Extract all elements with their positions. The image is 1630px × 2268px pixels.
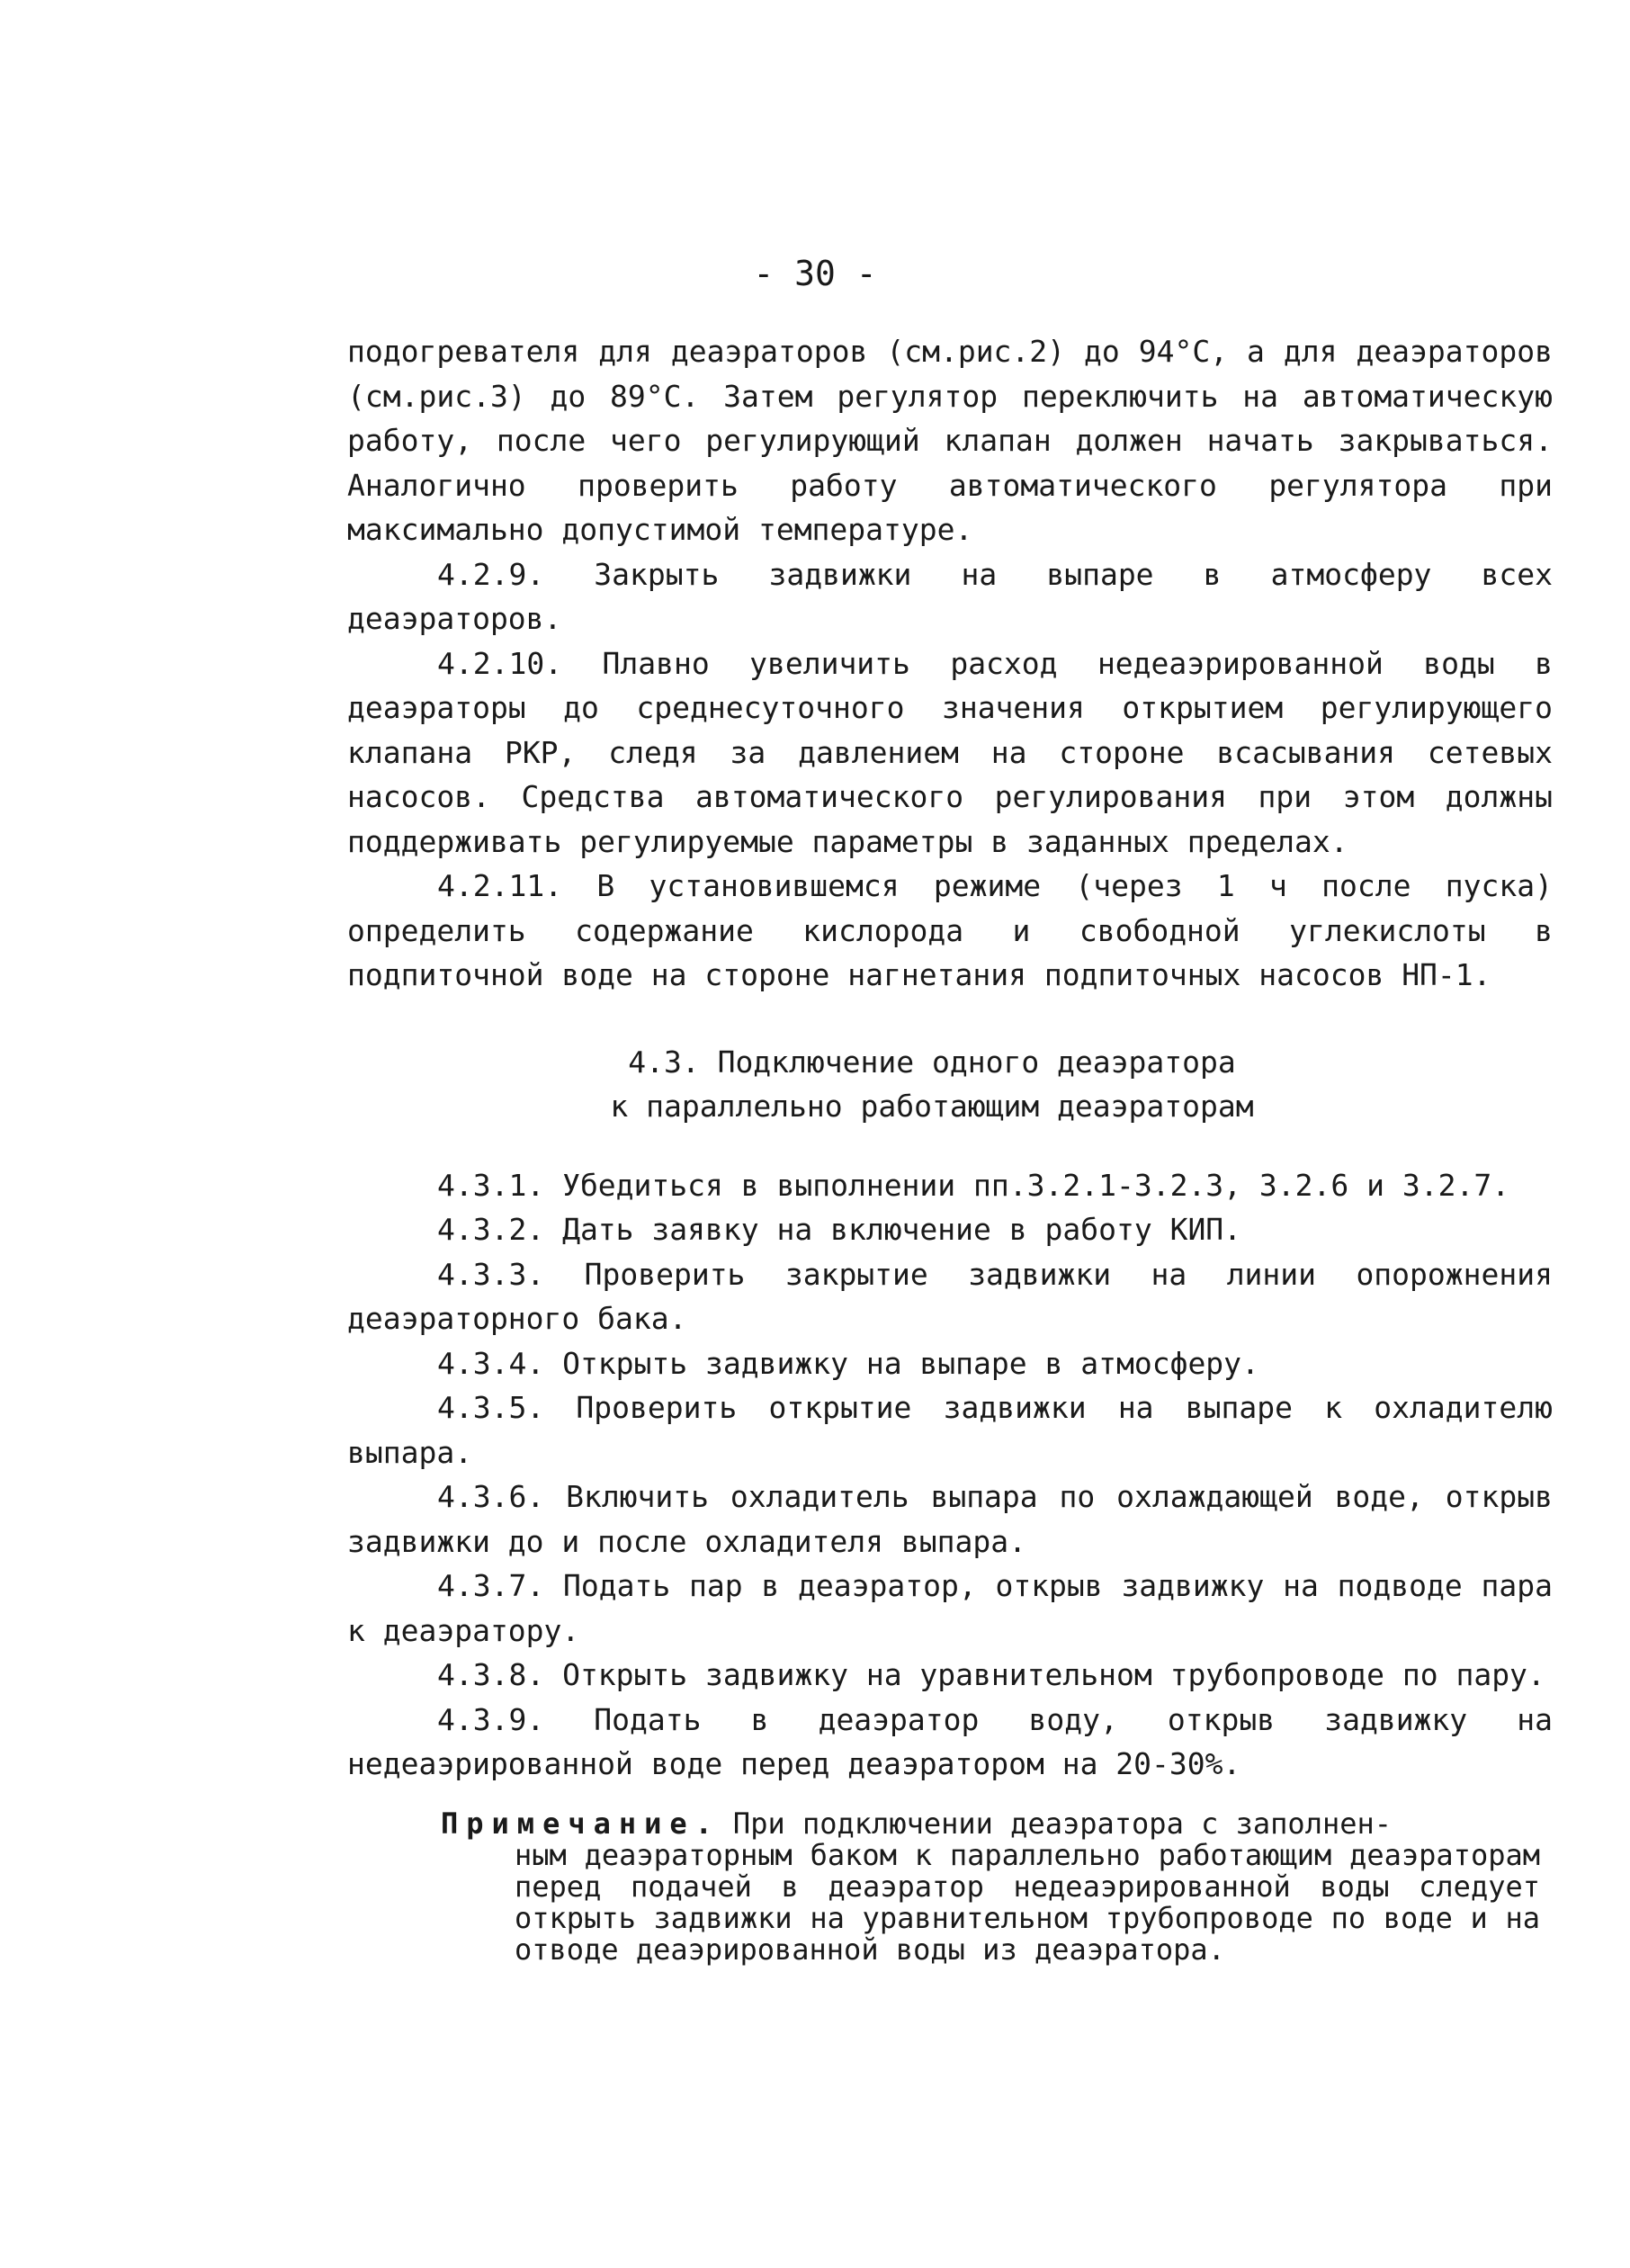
paragraph-4-3-3: 4.3.3. Проверить закрытие задвижки на линии опорожнения деаэраторного бака. bbox=[347, 1256, 1553, 1336]
paragraph-4-3-1: 4.3.1. Убедиться в выполнении пп.3.2.1-3.2.3, 3.2.6 и 3.2.7. bbox=[437, 1167, 1510, 1203]
section-heading bbox=[347, 1040, 1553, 1129]
paragraph-4-3-2: 4.3.2. Дать заявку на включение в работу КИП. bbox=[437, 1212, 1242, 1247]
note-block bbox=[347, 1808, 1553, 1966]
section-heading-line-1: 4.3. Подключение одного деаэратора bbox=[628, 1044, 1236, 1080]
paragraph-4-3-5: 4.3.5. Проверить открытие задвижки на выпаре к охладителю выпара. bbox=[347, 1390, 1553, 1470]
note-first-line: При подключении деаэратора с заполнен- bbox=[732, 1806, 1393, 1841]
paragraph-4-3-9: 4.3.9. Подать в деаэратор воду, открыв задвижку на недеаэрированной воде перед деаэратором на 20-30%. bbox=[347, 1701, 1553, 1781]
paragraph-4-2-10: 4.2.10. Плавно увеличить расход недеаэрированной воды в деаэраторы до среднесуточного значения открытием регулирующего клапана РКР, следя за давлением на стороне всасывания сетевых насосов. Средства автоматического регулирования при этом должны поддерживать регулируемые параметры в заданных пределах. bbox=[347, 645, 1553, 859]
paragraph-4-2-11: 4.2.11. В установившемся режиме (через 1 ч после пуска) определить содержание кислорода и свободной углекислоты в подпиточной воде на стороне нагнетания подпиточных насосов НП-1. bbox=[347, 868, 1553, 992]
paragraph-4-3-4: 4.3.4. Открыть задвижку на выпаре в атмосферу. bbox=[437, 1345, 1259, 1381]
paragraph-4-2-9: 4.2.9. Закрыть задвижки на выпаре в атмосферу всех деаэраторов. bbox=[347, 556, 1553, 636]
document-body bbox=[347, 329, 1553, 1966]
section-heading-line-2: к параллельно работающим деаэраторам bbox=[610, 1089, 1254, 1124]
note-label: Примечание. bbox=[441, 1806, 721, 1841]
note-text: ным деаэраторным баком к параллельно работающим деаэраторам перед подачей в деаэратор недеаэрированной воды следует открыть задвижки на уравнительном трубопроводе по воде и на отводе деаэрированной воды из деаэратора. bbox=[515, 1837, 1540, 1967]
note-first-row bbox=[347, 1808, 1553, 1840]
paragraph-4-3-7: 4.3.7. Подать пар в деаэратор, открыв задвижку на подводе пара к деаэратору. bbox=[347, 1568, 1553, 1648]
paragraph-4-3-6: 4.3.6. Включить охладитель выпара по охлаждающей воде, открыв задвижки до и после охладителя выпара. bbox=[347, 1479, 1553, 1559]
page-number: - 30 - bbox=[753, 254, 877, 293]
paragraph-continuation: подогревателя для деаэраторов (см.рис.2) до 94°С, а для деаэраторов (см.рис.3) до 89°С. Затем регулятор переключить на автоматическую работу, после чего регулирующий клапан должен начать закрываться. Аналогично проверить работу автоматического регулятора при максимально допустимой температуре. bbox=[347, 334, 1553, 547]
paragraph-4-3-8: 4.3.8. Открыть задвижку на уравнительном трубопроводе по пару. bbox=[437, 1657, 1545, 1692]
